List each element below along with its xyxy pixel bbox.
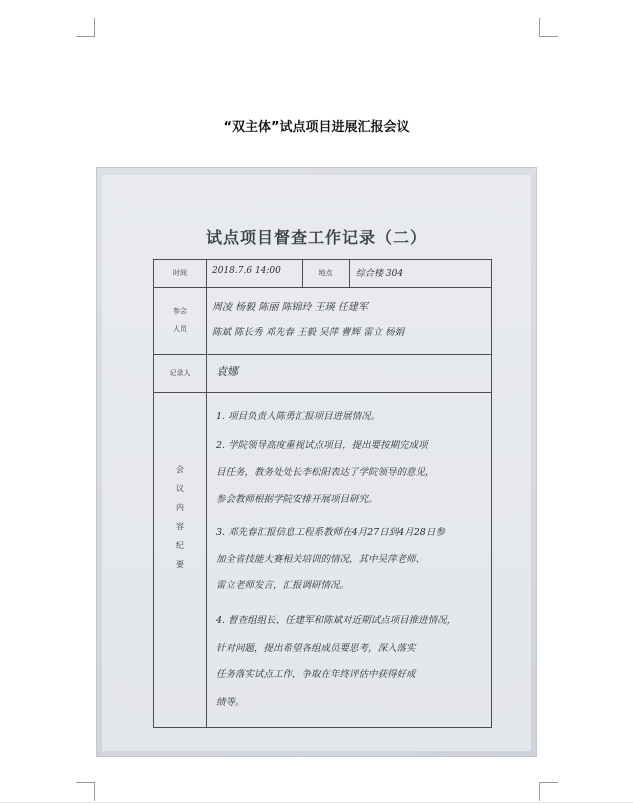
minutes-line: 加全省技能大赛相关培训的情况，其中吴萍老师、 xyxy=(216,554,426,565)
column-divider xyxy=(206,260,207,727)
record-table xyxy=(153,259,492,728)
crop-mark-top-left xyxy=(76,18,95,37)
minutes-line: 任务落实试点工作，争取在年终评估中获得好成 xyxy=(216,669,416,680)
minutes-line: 雷立老师发言，汇报调研情况。 xyxy=(216,580,350,591)
minutes-label-char: 要 xyxy=(176,560,184,569)
record-paper xyxy=(102,175,531,751)
page-bottom-rule xyxy=(0,802,633,803)
minutes-label-char: 议 xyxy=(176,484,184,493)
minutes-label-char: 会 xyxy=(176,465,184,474)
record-photo xyxy=(96,167,537,757)
minutes-line: 3. 邓先春汇报信息工程系教师在4月27日到4月28日参 xyxy=(216,527,445,538)
minutes-line: 1. 项目负责人陈勇汇报项目进展情况。 xyxy=(216,411,381,422)
minutes-line: 针对问题，提出希望各组成员要思考，深入落实 xyxy=(216,643,416,654)
minutes-line: 目任务，教务处处长李松阳表达了学院领导的意见， xyxy=(216,467,435,478)
row-divider xyxy=(154,287,491,288)
place-value: 综合楼 304 xyxy=(356,269,404,279)
crop-mark-top-right xyxy=(539,18,558,37)
minutes-line: 绩等。 xyxy=(216,697,245,708)
time-label: 时间 xyxy=(173,269,187,277)
document-title: “双主体”试点项目进展汇报会议 xyxy=(223,120,410,135)
minutes-label xyxy=(154,460,206,574)
place-label: 地点 xyxy=(318,269,333,277)
time-value: 2018.7.6 14:00 xyxy=(212,266,281,276)
minutes-line: 2. 学院领导高度重视试点项目，提出要按期完成项 xyxy=(216,440,428,451)
recorder-value: 袁娜 xyxy=(216,365,238,378)
minutes-label-char: 内 xyxy=(176,503,184,512)
minutes-label-char: 容 xyxy=(176,522,184,531)
attendees-line-2: 陈斌 陈长秀 邓先春 王毅 吴萍 曹辉 雷立 杨娟 xyxy=(212,327,405,338)
attendees-label-2: 人员 xyxy=(173,325,187,333)
crop-mark-bottom-left xyxy=(76,782,95,801)
record-title: 试点项目督查工作记录（二） xyxy=(205,228,427,247)
column-divider xyxy=(349,260,350,287)
attendees-line-1: 周凌 杨毅 陈丽 陈锦玲 王瑛 任建军 xyxy=(212,302,368,313)
attendees-label-1: 参会 xyxy=(173,307,187,315)
minutes-line: 参会教师根据学院安排开展项目研究。 xyxy=(216,494,378,505)
row-divider xyxy=(154,354,491,355)
minutes-line: 4. 督查组组长、任建军和陈斌对近期试点项目推进情况， xyxy=(216,615,457,626)
minutes-label-char: 纪 xyxy=(176,541,184,550)
recorder-label: 记录人 xyxy=(169,369,191,377)
crop-mark-bottom-right xyxy=(539,782,558,801)
row-divider xyxy=(154,392,491,393)
